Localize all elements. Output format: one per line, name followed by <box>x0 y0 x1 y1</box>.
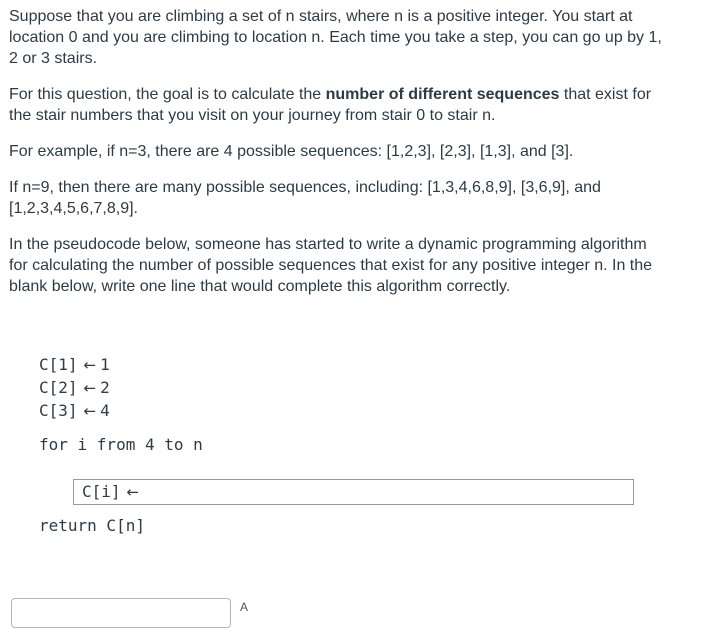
code-rhs: 2 <box>100 378 110 397</box>
code-lhs: C[1] <box>39 355 78 374</box>
answer-blank[interactable] <box>73 479 634 505</box>
code-return-line: return C[n] <box>39 516 145 535</box>
bottom-glyph: A <box>240 600 249 614</box>
left-arrow-icon: ← <box>126 483 140 501</box>
code-line-2 <box>39 376 203 399</box>
code-rhs: 1 <box>100 355 110 374</box>
question-paragraph-5: In the pseudocode below, someone has started to write a dynamic programming algorithm for calculating the number of possible sequences that exist for any positive integer n. In the blank below, write one line that would complete this algorithm correctly. <box>9 236 653 295</box>
left-arrow-icon: ← <box>83 379 97 397</box>
pseudocode <box>39 353 203 456</box>
p2-after: that exist for the stair numbers that you visit on your journey from stair 0 to stair n. <box>9 86 652 124</box>
left-arrow-icon: ← <box>83 356 97 374</box>
code-lhs: C[3] <box>39 401 78 420</box>
question-paragraph-3: For example, if n=3, there are 4 possible sequences: [1,2,3], [2,3], [1,3], and [3]. <box>9 143 574 160</box>
left-arrow-icon: ← <box>83 402 97 420</box>
code-line-1 <box>39 353 203 376</box>
question-paragraph-4: If n=9, then there are many possible sequences, including: [1,3,4,6,8,9], [3,6,9], and [1,2,3,4,5,6,7,8,9]. <box>9 179 601 217</box>
answer-prefix: C[i] <box>82 482 121 501</box>
p2-before: For this question, the goal is to calculate the <box>9 86 326 103</box>
question-paragraph-2 <box>9 84 669 126</box>
code-rhs: 4 <box>100 401 110 420</box>
bottom-text-field[interactable] <box>11 598 231 628</box>
code-line-3 <box>39 399 203 422</box>
p2-bold: number of different sequences <box>325 86 560 103</box>
code-lhs: C[2] <box>39 378 78 397</box>
question-paragraph-1: Suppose that you are climbing a set of n stairs, where n is a positive integer. You start at location 0 and you are climbing to location n. Each time you take a step, you can go up by 1, 2 or 3 stairs. <box>9 8 662 67</box>
code-loop-line: for i from 4 to n <box>39 435 203 454</box>
question-text <box>9 6 669 312</box>
answer-input[interactable] <box>143 481 527 502</box>
